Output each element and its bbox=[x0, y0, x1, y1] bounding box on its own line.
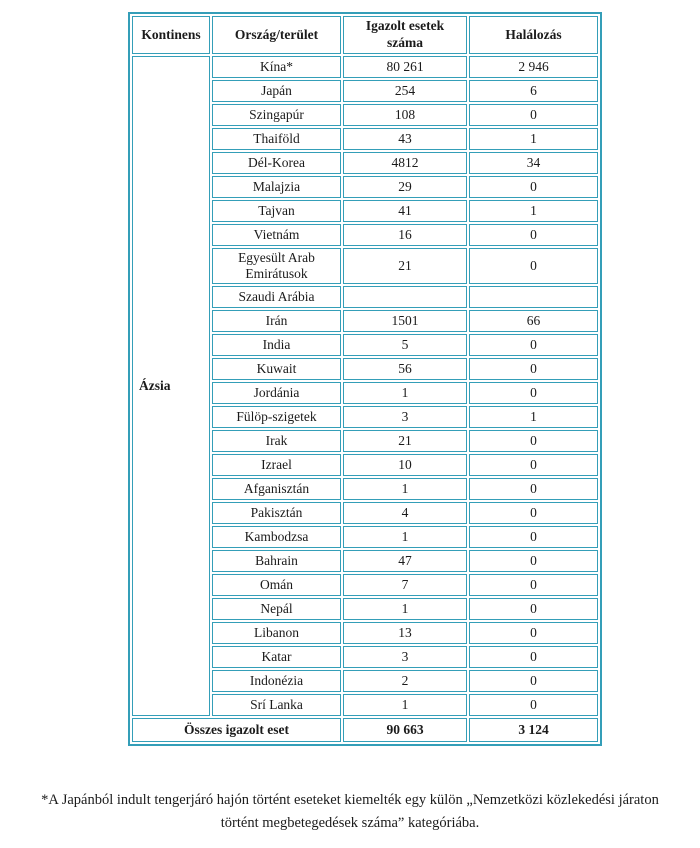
cases-cell: 56 bbox=[343, 358, 467, 380]
deaths-cell: 0 bbox=[469, 430, 598, 452]
cases-cell: 13 bbox=[343, 622, 467, 644]
country-cell: Omán bbox=[212, 574, 341, 596]
col-header-cases: Igazolt esetek száma bbox=[343, 16, 467, 54]
total-deaths: 3 124 bbox=[469, 718, 598, 742]
deaths-cell: 34 bbox=[469, 152, 598, 174]
cases-cell: 21 bbox=[343, 430, 467, 452]
country-cell: Tajvan bbox=[212, 200, 341, 222]
country-cell: Szaudi Arábia bbox=[212, 286, 341, 308]
cases-cell: 5 bbox=[343, 334, 467, 356]
country-cell: Pakisztán bbox=[212, 502, 341, 524]
deaths-cell: 66 bbox=[469, 310, 598, 332]
country-cell: Irán bbox=[212, 310, 341, 332]
cases-cell: 1 bbox=[343, 694, 467, 716]
total-cases: 90 663 bbox=[343, 718, 467, 742]
country-cell: Fülöp-szigetek bbox=[212, 406, 341, 428]
deaths-cell bbox=[469, 286, 598, 308]
deaths-cell: 0 bbox=[469, 646, 598, 668]
continent-cell: Ázsia bbox=[132, 56, 210, 716]
cases-cell bbox=[343, 286, 467, 308]
country-cell: Katar bbox=[212, 646, 341, 668]
header-row bbox=[132, 16, 598, 54]
country-cell: Kuwait bbox=[212, 358, 341, 380]
deaths-cell: 0 bbox=[469, 478, 598, 500]
deaths-cell: 0 bbox=[469, 176, 598, 198]
country-cell: Libanon bbox=[212, 622, 341, 644]
country-cell: Afganisztán bbox=[212, 478, 341, 500]
country-cell: Vietnám bbox=[212, 224, 341, 246]
country-cell: Srí Lanka bbox=[212, 694, 341, 716]
deaths-cell: 0 bbox=[469, 104, 598, 126]
deaths-cell: 0 bbox=[469, 382, 598, 404]
footnote bbox=[10, 789, 690, 835]
country-cell: Nepál bbox=[212, 598, 341, 620]
cases-cell: 1501 bbox=[343, 310, 467, 332]
cases-cell: 254 bbox=[343, 80, 467, 102]
col-header-country: Ország/terület bbox=[212, 16, 341, 54]
country-cell: Kína* bbox=[212, 56, 341, 78]
col-header-deaths: Halálozás bbox=[469, 16, 598, 54]
country-cell: Malajzia bbox=[212, 176, 341, 198]
country-cell: Szingapúr bbox=[212, 104, 341, 126]
deaths-cell: 0 bbox=[469, 694, 598, 716]
deaths-cell: 1 bbox=[469, 200, 598, 222]
cases-cell: 1 bbox=[343, 598, 467, 620]
cases-cell: 3 bbox=[343, 406, 467, 428]
col-header-continent: Kontinens bbox=[132, 16, 210, 54]
footnote-line-2: történt megbetegedések száma” kategóriába. bbox=[220, 815, 480, 832]
total-label: Összes igazolt eset bbox=[132, 718, 341, 742]
country-cell: Kambodzsa bbox=[212, 526, 341, 548]
cases-cell: 41 bbox=[343, 200, 467, 222]
deaths-cell: 1 bbox=[469, 406, 598, 428]
cases-cell: 3 bbox=[343, 646, 467, 668]
country-cell: Jordánia bbox=[212, 382, 341, 404]
cases-cell: 16 bbox=[343, 224, 467, 246]
deaths-cell: 0 bbox=[469, 598, 598, 620]
cases-cell: 43 bbox=[343, 128, 467, 150]
country-cell: Dél-Korea bbox=[212, 152, 341, 174]
cases-table-container bbox=[128, 12, 602, 746]
country-cell: Thaiföld bbox=[212, 128, 341, 150]
cases-cell: 1 bbox=[343, 526, 467, 548]
cases-cell: 21 bbox=[343, 248, 467, 284]
deaths-cell: 0 bbox=[469, 670, 598, 692]
cases-cell: 10 bbox=[343, 454, 467, 476]
table-row bbox=[132, 56, 598, 78]
cases-cell: 1 bbox=[343, 478, 467, 500]
deaths-cell: 0 bbox=[469, 248, 598, 284]
cases-cell: 80 261 bbox=[343, 56, 467, 78]
deaths-cell: 0 bbox=[469, 454, 598, 476]
deaths-cell: 0 bbox=[469, 550, 598, 572]
deaths-cell: 0 bbox=[469, 526, 598, 548]
deaths-cell: 6 bbox=[469, 80, 598, 102]
cases-cell: 2 bbox=[343, 670, 467, 692]
table-body bbox=[132, 56, 598, 716]
cases-table bbox=[128, 12, 602, 746]
country-cell: Bahrain bbox=[212, 550, 341, 572]
deaths-cell: 2 946 bbox=[469, 56, 598, 78]
deaths-cell: 0 bbox=[469, 334, 598, 356]
deaths-cell: 0 bbox=[469, 224, 598, 246]
deaths-cell: 1 bbox=[469, 128, 598, 150]
footnote-line-1: *A Japánból indult tengerjáró hajón történt eseteket kiemelték egy külön „Nemzetközi közlekedési járaton bbox=[41, 792, 659, 808]
total-row bbox=[132, 718, 598, 742]
country-cell: India bbox=[212, 334, 341, 356]
cases-cell: 108 bbox=[343, 104, 467, 126]
cases-cell: 4812 bbox=[343, 152, 467, 174]
deaths-cell: 0 bbox=[469, 622, 598, 644]
cases-cell: 4 bbox=[343, 502, 467, 524]
deaths-cell: 0 bbox=[469, 358, 598, 380]
cases-cell: 7 bbox=[343, 574, 467, 596]
country-cell: Japán bbox=[212, 80, 341, 102]
cases-cell: 47 bbox=[343, 550, 467, 572]
country-cell: Irak bbox=[212, 430, 341, 452]
deaths-cell: 0 bbox=[469, 502, 598, 524]
country-cell: Egyesült Arab Emirátusok bbox=[212, 248, 341, 284]
country-cell: Indonézia bbox=[212, 670, 341, 692]
country-cell: Izrael bbox=[212, 454, 341, 476]
cases-cell: 29 bbox=[343, 176, 467, 198]
deaths-cell: 0 bbox=[469, 574, 598, 596]
cases-cell: 1 bbox=[343, 382, 467, 404]
